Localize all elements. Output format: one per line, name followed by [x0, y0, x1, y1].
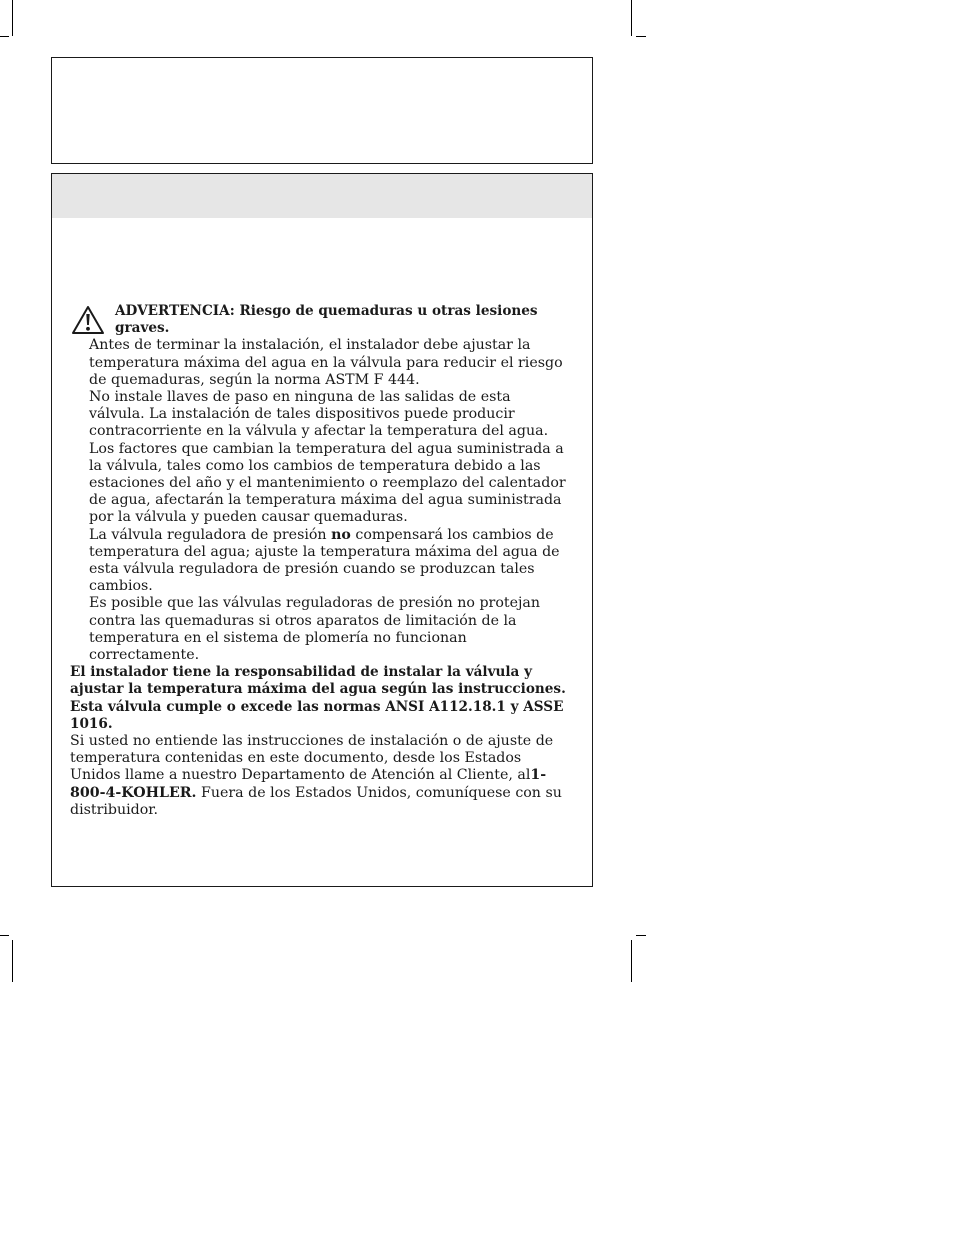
crop-mark	[636, 935, 646, 936]
crop-mark	[0, 36, 9, 37]
top-empty-frame	[51, 57, 593, 164]
emphasis-no: no	[331, 526, 351, 543]
crop-mark	[636, 36, 646, 37]
warning-paragraph: Antes de terminar la instalación, el instalador debe ajustar la temperatura máxima del agua en la válvula para reducir el riesgo de quemaduras, según la norma ASTM F 444.	[89, 337, 563, 388]
contact-paragraph	[70, 733, 570, 819]
warning-paragraph: No instale llaves de paso en ninguna de las salidas de esta válvula. La instalación de tales dispositivos puede producir contracorriente en la válvula y afectar la temperatura del agua.	[89, 389, 549, 440]
crop-mark	[0, 935, 9, 936]
warning-frame	[51, 173, 593, 887]
text-run: Si usted no entiende las instrucciones de instalación o de ajuste de temperatura contenidas en este documento, desde los Estados Unidos llame a nuestro Departamento de Atención al Cliente, al	[70, 733, 554, 784]
warning-block	[70, 303, 570, 664]
crop-mark	[631, 940, 632, 982]
warning-triangle-icon	[71, 305, 105, 335]
installer-note: El instalador tiene la responsabilidad de instalar la válvula y ajustar la temperatura máxima del agua según las instrucciones.	[70, 664, 566, 698]
text-run: Fuera de los Estados Unidos, comuníquese con su distribuidor.	[70, 784, 562, 818]
warning-paragraph: Los factores que cambian la temperatura del agua suministrada a la válvula, tales como los cambios de temperatura debido a las estaciones del año y el mantenimiento o reemplazo del calentador de agua, afectarán la temperatura máxima del agua suministrada por la válvula y pueden causar quemaduras.	[89, 440, 566, 526]
phone-number: 1-800-4-KOHLER.	[70, 767, 547, 801]
warning-body	[89, 337, 570, 664]
warning-title: ADVERTENCIA: Riesgo de quemaduras u otras lesiones graves.	[115, 303, 538, 337]
crop-mark	[12, 0, 13, 36]
frame-header-band	[52, 174, 592, 218]
text-run: compensará los cambios de temperatura del agua; ajuste la temperatura máxima del agua de esta válvula reguladora de presión cuando se produzcan tales cambios.	[89, 526, 560, 595]
warning-paragraph: Es posible que las válvulas reguladoras de presión no protejan contra las quemaduras si otros aparatos de limitación de la temperatura en el sistema de plomería no funcionan correctamente.	[89, 595, 540, 664]
frame-content	[70, 303, 570, 819]
crop-mark	[631, 0, 632, 36]
crop-mark	[12, 940, 13, 982]
warning-paragraph	[89, 527, 570, 596]
text-run: La válvula reguladora de presión	[89, 526, 332, 543]
standards-note: Esta válvula cumple o excede las normas ANSI A112.18.1 y ASSE 1016.	[70, 698, 564, 732]
